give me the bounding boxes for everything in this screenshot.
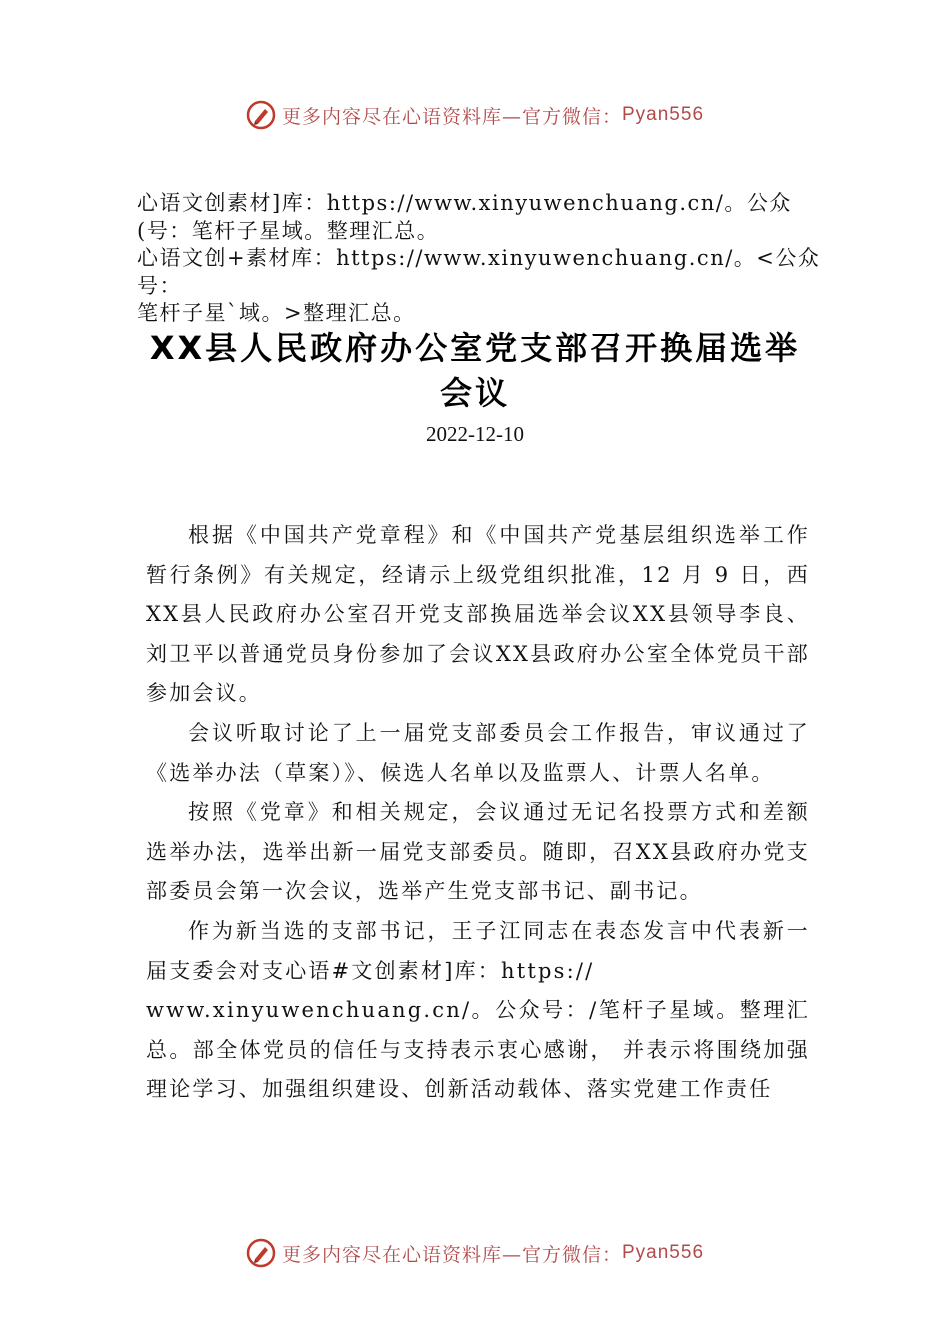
banner-wechat-id: Pyan556: [622, 1242, 705, 1263]
source-line: (号：笔杆子星域。整理汇总。: [137, 218, 440, 243]
paragraph: 按照《党章》和相关规定，会议通过无记名投票方式和差额选举办法，选举出新一届党支部委员。随即，召XX县政府办党支部委员会第一次会议，选举产生党支部书记、副书记。: [146, 800, 810, 904]
article-date: 2022-12-10: [426, 422, 524, 446]
article-body: [146, 516, 810, 1110]
footer-banner: [0, 1235, 950, 1271]
header-banner: [0, 97, 950, 133]
article-title: [0, 326, 950, 416]
title-line: XX县人民政府办公室党支部召开换届选举: [149, 329, 801, 367]
source-line: 心语文创+素材库：https://www.xinyuwenchuang.cn/。<公众号：: [137, 246, 821, 298]
banner-text: 更多内容尽在心语资料库—官方微信：: [281, 1243, 622, 1266]
banner-wechat-id: Pyan556: [622, 104, 705, 125]
pen-seal-icon: [246, 1238, 276, 1268]
source-line: 笔杆子星`域。>整理汇总。: [137, 301, 416, 325]
paragraph: 根据《中国共产党章程》和《中国共产党基层组织选举工作暂行条例》有关规定，经请示上级党组织批准，12 月 9 日，西XX县人民政府办公室召开党支部换届选举会议XX县领导李良、刘卫平以普通党员身份参加了会议XX县政府办公室全体党员干部参加会议。: [146, 523, 810, 706]
paragraph: 会议听取讨论了上一届党支部委员会工作报告，审议通过了《选举办法（草案）》、候选人名单以及监票人、计票人名单。: [146, 720, 810, 785]
source-line: 心语文创素材]库：https://www.xinyuwenchuang.cn/。公众: [137, 191, 792, 215]
paragraph-continuation: www.xinyuwenchuang.cn/。公众号：/笔杆子星域。整理汇总。部全体党员的信任与支持表示衷心感谢， 并表示将围绕加强理论学习、加强组织建设、创新活动载体、落实党建工作责任: [146, 998, 810, 1102]
title-line: 会议: [439, 374, 510, 412]
paragraph: 作为新当选的支部书记，王子江同志在表态发言中代表新一届支委会对支心语#文创素材]库：https://: [146, 918, 810, 983]
pen-seal-icon: [246, 100, 276, 130]
source-notice: [137, 190, 827, 328]
banner-text: 更多内容尽在心语资料库—官方微信：: [281, 105, 622, 128]
